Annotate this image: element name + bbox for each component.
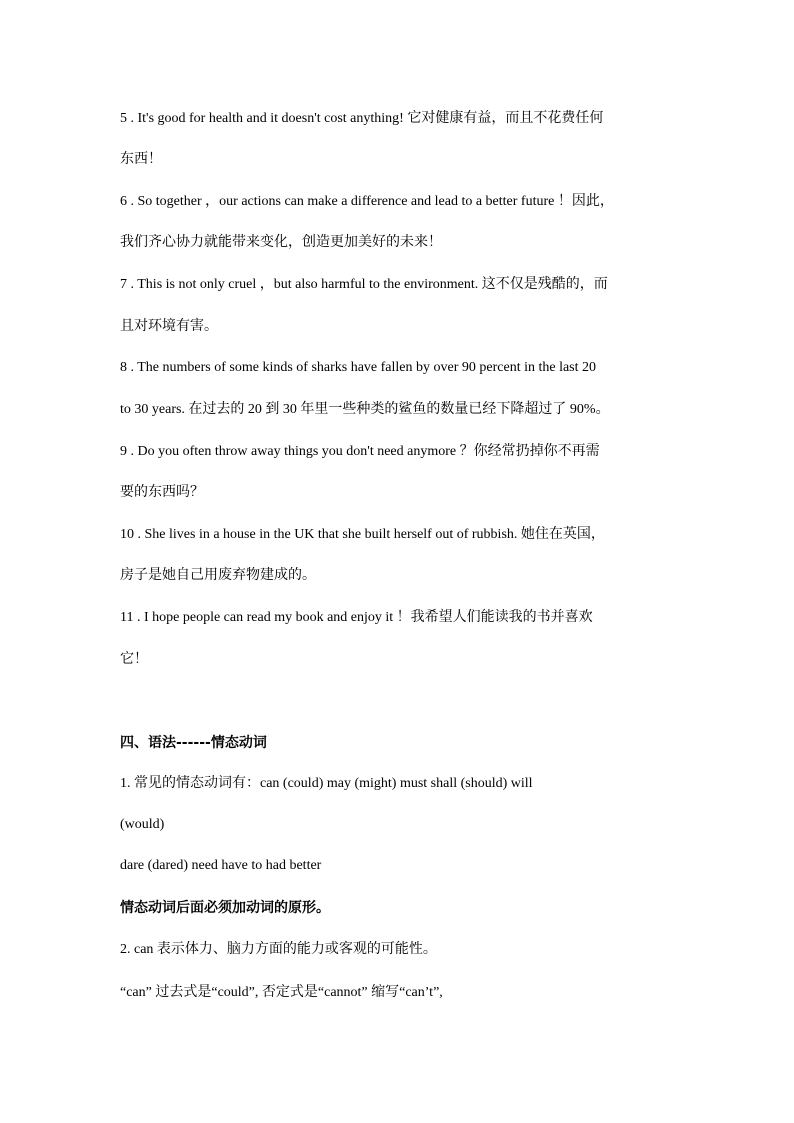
sentence-6-line-2: 我们齐心协力就能带来变化，创造更加美好的未来！ (120, 235, 442, 250)
modal-verbs-list-line-1: 1. 常见的情态动词有：can (could) may (might) must shall (should) will (120, 776, 533, 791)
sentence-7-line-2: 且对环境有害。 (120, 319, 218, 334)
sentence-11-line-1: 11 . I hope people can read my book and enjoy it ！我希望人们能读我的书并喜欢 (120, 610, 593, 625)
modal-verbs-list-line-2: (would) (120, 817, 165, 832)
modal-verbs-list-line-3: dare (dared) need have to had better (120, 858, 322, 873)
sentence-5-line-1: 5 . It's good for health and it doesn't cost anything! 它对健康有益，而且不花费任何 (120, 111, 604, 126)
sentence-9-line-1: 9 . Do you often throw away things you don't need anymore ？你经常扔掉你不再需 (120, 444, 600, 459)
sentence-10-line-1: 10 . She lives in a house in the UK that she built herself out of rubbish. 她住在英国， (120, 527, 605, 542)
sentence-8-line-2: to 30 years. 在过去的 20 到 30 年里一些种类的鲨鱼的数量已经下降超过了 90%。 (120, 402, 610, 417)
sentence-8-line-1: 8 . The numbers of some kinds of sharks have fallen by over 90 percent in the last 20 (120, 360, 597, 375)
modal-verb-rule: 情态动词后面必须加动词的原形。 (120, 900, 330, 916)
sentence-10-line-2: 房子是她自己用废弃物建成的。 (120, 568, 316, 583)
can-usage-line: 2. can 表示体力、脑力方面的能力或客观的可能性。 (120, 942, 437, 957)
sentence-11-line-2: 它！ (120, 652, 148, 667)
sentence-9-line-2: 要的东西吗？ (120, 485, 204, 500)
sentence-7-line-1: 7 . This is not only cruel ，but also harmful to the environment. 这不仅是残酷的，而 (120, 277, 608, 292)
grammar-heading: 四、语法------情态动词 (120, 735, 267, 751)
can-forms-note: “can” 过去式是“could”, 否定式是“cannot” 缩写“can’t”, (120, 985, 443, 1000)
sentence-6-line-1: 6 . So together ，our actions can make a difference and lead to a better future ！因此， (120, 194, 614, 209)
sentence-5-line-2: 东西！ (120, 152, 162, 167)
